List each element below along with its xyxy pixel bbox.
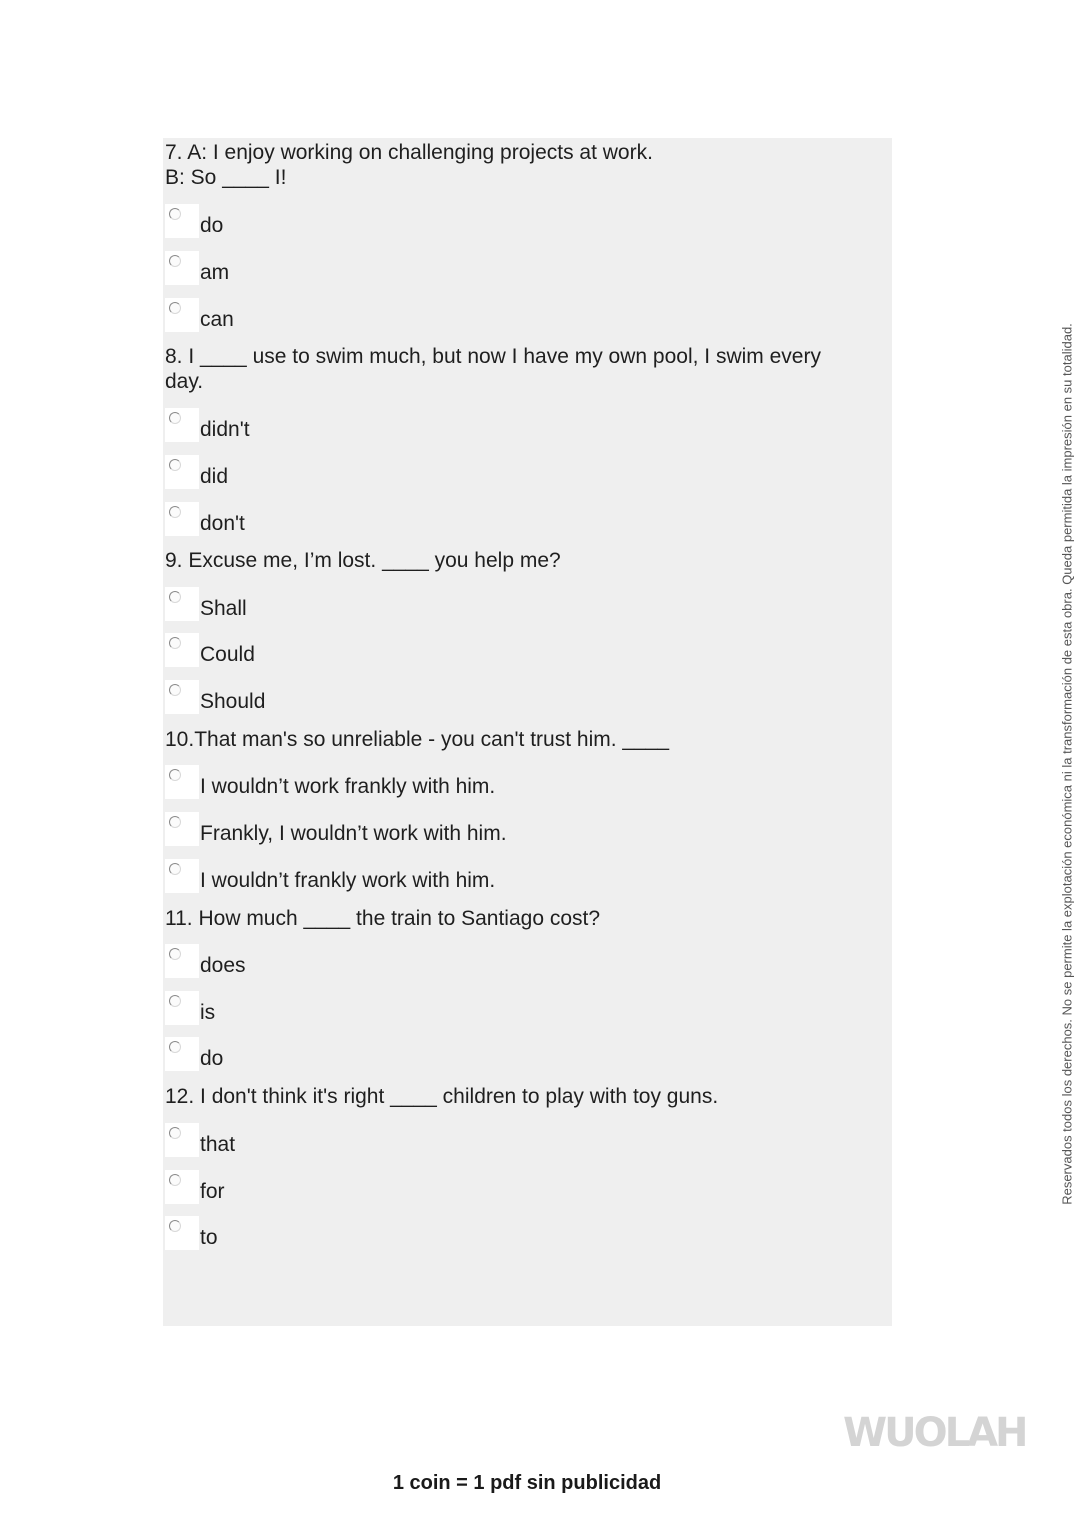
question-9: 9. Excuse me, I’m lost. ____ you help me? [165,549,561,572]
option-label: that [200,1133,236,1156]
radio-button[interactable] [169,948,181,960]
option-q7-a[interactable] [165,204,765,238]
radio-button[interactable] [169,591,181,603]
option-label: didn't [200,418,250,441]
radio-button[interactable] [169,1220,181,1232]
option-q11-c[interactable] [165,1037,765,1071]
radio-button[interactable] [169,506,181,518]
option-label: to [200,1226,218,1249]
option-q12-b[interactable] [165,1170,765,1204]
radio-button[interactable] [169,684,181,696]
option-q7-c[interactable] [165,298,765,332]
option-q12-c[interactable] [165,1216,765,1250]
radio-button[interactable] [169,995,181,1007]
option-q8-c[interactable] [165,502,765,536]
question-10: 10.That man's so unreliable - you can't trust him. ____ [165,728,670,751]
option-label: Frankly, I wouldn’t work with him. [200,822,507,845]
option-q10-c[interactable] [165,859,765,893]
option-q12-a[interactable] [165,1123,765,1157]
option-label: does [200,954,246,977]
option-q11-a[interactable] [165,944,765,978]
option-q10-b[interactable] [165,812,765,846]
option-q7-b[interactable] [165,251,765,285]
question-12: 12. I don't think it's right ____ children to play with toy guns. [165,1085,719,1108]
radio-button[interactable] [169,1127,181,1139]
option-label: I wouldn’t work frankly with him. [200,775,496,798]
option-label: Shall [200,597,247,620]
option-q9-c[interactable] [165,680,765,714]
radio-button[interactable] [169,863,181,875]
question-8: 8. I ____ use to swim much, but now I have my own pool, I swim every day. [165,345,821,393]
radio-button[interactable] [169,459,181,471]
radio-button[interactable] [169,637,181,649]
option-q8-b[interactable] [165,455,765,489]
radio-button[interactable] [169,816,181,828]
radio-button[interactable] [169,255,181,267]
option-q8-a[interactable] [165,408,765,442]
radio-button[interactable] [169,412,181,424]
footer-promo[interactable]: 1 coin = 1 pdf sin publicidad [392,1472,662,1494]
option-q11-b[interactable] [165,991,765,1025]
option-q9-a[interactable] [165,587,765,621]
radio-button[interactable] [169,769,181,781]
option-label: I wouldn’t frankly work with him. [200,869,496,892]
wuolah-logo: WUOLAH [843,1410,1026,1456]
option-label: Should [200,690,266,713]
radio-button[interactable] [169,302,181,314]
question-7: 7. A: I enjoy working on challenging projects at work. B: So ____ I! [165,141,653,189]
option-q9-b[interactable] [165,633,765,667]
option-label: can [200,308,234,331]
option-label: do [200,214,224,237]
option-label: for [200,1180,225,1203]
question-11: 11. How much ____ the train to Santiago cost? [165,907,601,930]
rights-notice: Reservados todos los derechos. No se permite la explotación económica ni la transformación de esta obra. Queda permitida la impresión en su totalidad. [1059,323,1075,1205]
option-q10-a[interactable] [165,765,765,799]
radio-button[interactable] [169,1041,181,1053]
option-label: Could [200,643,255,666]
option-label: is [200,1001,216,1024]
option-label: am [200,261,230,284]
radio-button[interactable] [169,208,181,220]
radio-button[interactable] [169,1174,181,1186]
option-label: do [200,1047,224,1070]
option-label: don't [200,512,245,535]
option-label: did [200,465,229,488]
